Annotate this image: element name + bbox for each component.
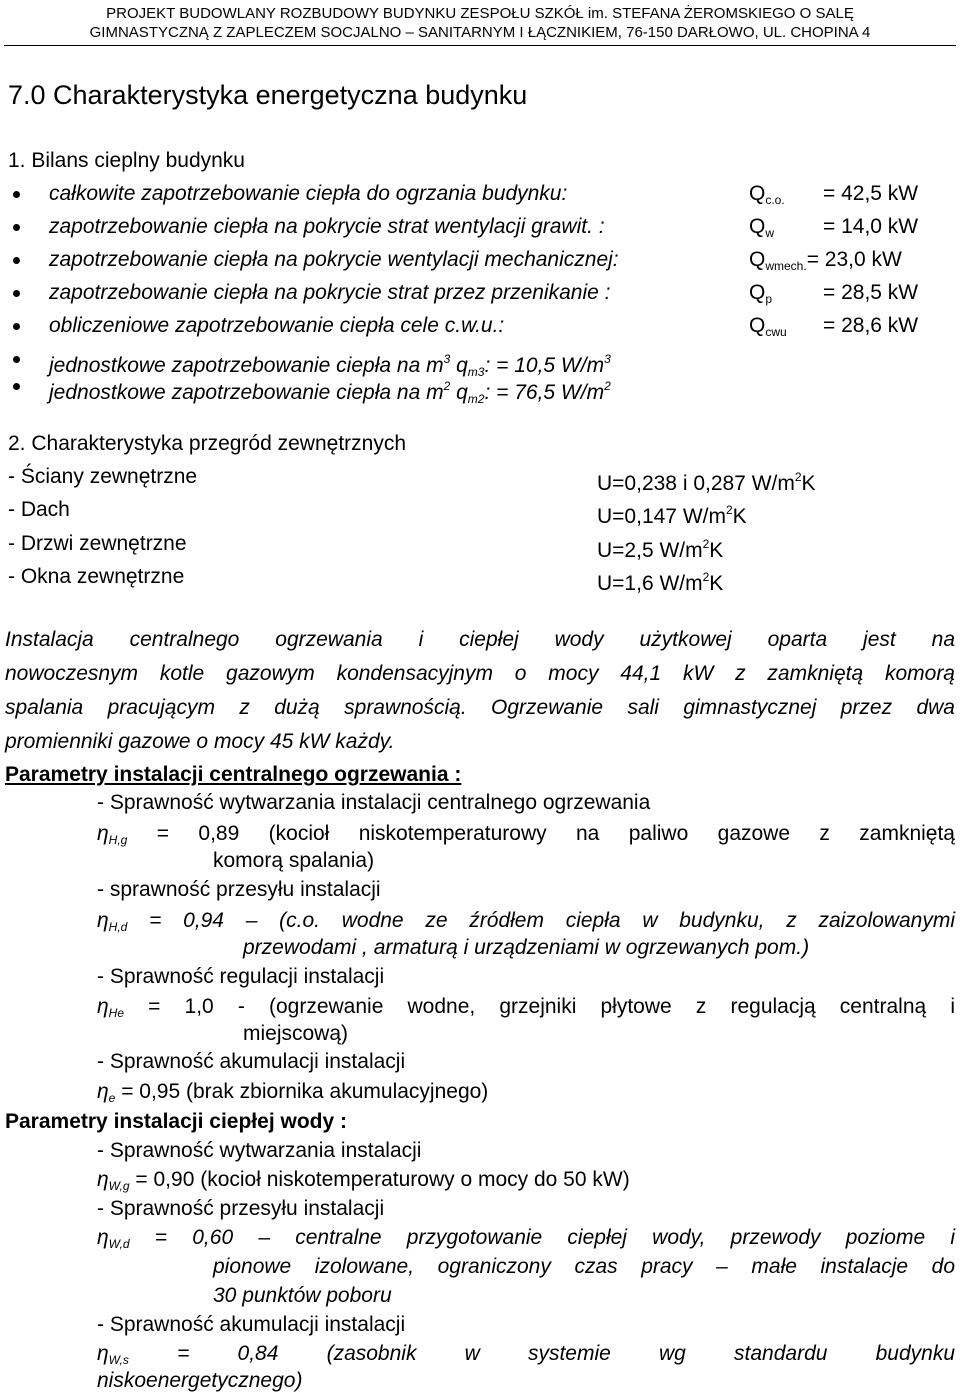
paragraph-line: Instalacja centralnego ogrzewania i ciepłej wody użytkowej oparta jest na bbox=[5, 628, 955, 651]
bilans-symbol: $Q_{c.o.}$ bbox=[749, 182, 785, 207]
przegroda-name: - Drzwi zewnętrzne bbox=[8, 532, 187, 555]
header-divider bbox=[4, 45, 956, 46]
bilans-symbol: $Q_p$ bbox=[749, 281, 773, 306]
co-eta-e: $\eta_e = 0,95$ (brak zbiornika akumulacyjnego) bbox=[97, 1080, 489, 1105]
co-eta-he-cont: miejscową) bbox=[243, 1022, 349, 1045]
co-desc: - Sprawność akumulacji instalacji bbox=[97, 1050, 406, 1073]
header-line-1: PROJEKT BUDOWLANY ROZBUDOWY BUDYNKU ZESPOŁU SZKÓŁ im. STEFANA ŻEROMSKIEGO O SALĘ bbox=[106, 5, 854, 22]
przegroda-value: U=1,6 $W/m^2K$ bbox=[597, 570, 724, 595]
przegroda-value: U=2,5 $W/m^2K$ bbox=[597, 537, 724, 562]
co-params-heading: Parametry instalacji centralnego ogrzewania : bbox=[5, 763, 462, 786]
bilans-value: = 28,6 kW bbox=[823, 314, 919, 337]
bilans-value: = 28,5 kW bbox=[823, 281, 919, 304]
cw-desc: - Sprawność akumulacji instalacji bbox=[97, 1313, 406, 1336]
co-eta-hg-cont: komorą spalania) bbox=[213, 849, 375, 872]
bilans-value: = 14,0 kW bbox=[823, 215, 919, 238]
bilans-symbol: $Q_{wmech.}= 23,0$ kW bbox=[749, 248, 902, 273]
cw-desc: - Sprawność wytwarzania instalacji bbox=[97, 1139, 422, 1162]
co-eta-he: $\eta_{He} = 1,0$ - (ogrzewanie wodne, grzejniki płytowe z regulacją centralną i bbox=[97, 995, 955, 1020]
paragraph-line: spalania pracującym z dużą sprawnością. Ogrzewanie sali gimnastycznej przez dwa bbox=[5, 696, 955, 719]
przegroda-name: - Dach bbox=[8, 498, 70, 521]
cw-eta-wd-cont: pionowe izolowane, ograniczony czas pracy – małe instalacje do bbox=[213, 1255, 955, 1278]
co-eta-hd: $\eta_{H,d} = 0,94 - (c.o$. wodne ze źródłem ciepła w budynku, z zaizolowanymi bbox=[97, 909, 955, 934]
header-line-2: GIMNASTYCZNĄ Z ZAPLECZEM SOCJALNO – SANITARNYM I ŁĄCZNIKIEM, 76-150 DARŁOWO, UL. CHOPINA 4 bbox=[89, 24, 871, 41]
bullet-icon bbox=[13, 257, 20, 264]
bilans-symbol: $Q_w$ bbox=[749, 215, 775, 240]
przegrody-heading: 2. Charakterystyka przegród zewnętrznych bbox=[8, 432, 407, 455]
unit-demand-m2: jednostkowe zapotrzebowanie ciepła na $m^2$ $q_{m2}$: = 76,5 $W/m^2$ bbox=[49, 379, 611, 406]
bilans-label: całkowite zapotrzebowanie ciepła do ogrzania budynku: bbox=[49, 182, 568, 205]
przegroda-name: - Okna zewnętrzne bbox=[8, 565, 185, 588]
cw-params-heading: Parametry instalacji ciepłej wody : bbox=[5, 1110, 347, 1133]
bullet-icon bbox=[13, 356, 20, 363]
bullet-icon bbox=[13, 323, 20, 330]
bilans-value: = 42,5 kW bbox=[823, 182, 919, 205]
paragraph-line: promienniki gazowe o mocy 45 kW każdy. bbox=[5, 730, 395, 753]
paragraph-line: nowoczesnym kotle gazowym kondensacyjnym o mocy 44,1 kW z zamkniętą komorą bbox=[5, 662, 955, 685]
unit-demand-m3: jednostkowe zapotrzebowanie ciepła na $m^3$ $q_{m3}$: = 10,5 $W/m^3$ bbox=[49, 352, 611, 379]
bilans-label: zapotrzebowanie ciepła na pokrycie strat przez przenikanie : bbox=[49, 281, 611, 304]
bilans-symbol: $Q_{cwu}$ bbox=[749, 314, 787, 339]
cw-eta-wg: $\eta_{W,g} = 0,90$ (kocioł niskotemperaturowy o mocy do 50 kW) bbox=[97, 1168, 630, 1193]
bullet-icon bbox=[13, 290, 20, 297]
bullet-icon bbox=[13, 383, 20, 390]
cw-desc: - Sprawność przesyłu instalacji bbox=[97, 1197, 385, 1220]
section-title: 7.0 Charakterystyka energetyczna budynku bbox=[8, 80, 528, 110]
co-desc: - sprawność przesyłu instalacji bbox=[97, 878, 381, 901]
cw-eta-ws-cont: niskoenergetycznego) bbox=[97, 1369, 303, 1392]
przegroda-value: U=0,238 i 0,287 $W/m^2K$ bbox=[597, 470, 816, 495]
przegroda-value: U=0,147 $W/m^2K$ bbox=[597, 503, 747, 528]
cw-eta-ws: $\eta_{W,s} = 0,84$ (zasobnik w systemie wg standardu budynku bbox=[97, 1342, 955, 1367]
bilans-heading: 1. Bilans cieplny budynku bbox=[8, 149, 245, 172]
cw-eta-wd-cont: 30 punktów poboru bbox=[213, 1284, 392, 1307]
cw-eta-wd: $\eta_{W,d} = 0,60$ – centralne przygotowanie ciepłej wody, przewody poziome i bbox=[97, 1226, 955, 1251]
bullet-icon bbox=[13, 224, 20, 231]
co-eta-hg: $\eta_{H,g} = 0,89$ (kocioł niskotemperaturowy na paliwo gazowe z zamkniętą bbox=[97, 822, 955, 847]
co-desc: - Sprawność regulacji instalacji bbox=[97, 965, 385, 988]
bilans-label: zapotrzebowanie ciepła na pokrycie wentylacji mechanicznej: bbox=[49, 248, 619, 271]
bullet-icon bbox=[13, 191, 20, 198]
bilans-label: obliczeniowe zapotrzebowanie ciepła cele c.w.u.: bbox=[49, 314, 505, 337]
co-desc: - Sprawność wytwarzania instalacji centralnego ogrzewania bbox=[97, 791, 651, 814]
co-eta-hd-cont: przewodami , armaturą i urządzeniami w ogrzewanych pom.) bbox=[243, 936, 810, 959]
przegroda-name: - Ściany zewnętrzne bbox=[8, 465, 198, 488]
bilans-label: zapotrzebowanie ciepła na pokrycie strat wentylacji grawit. : bbox=[49, 215, 605, 238]
